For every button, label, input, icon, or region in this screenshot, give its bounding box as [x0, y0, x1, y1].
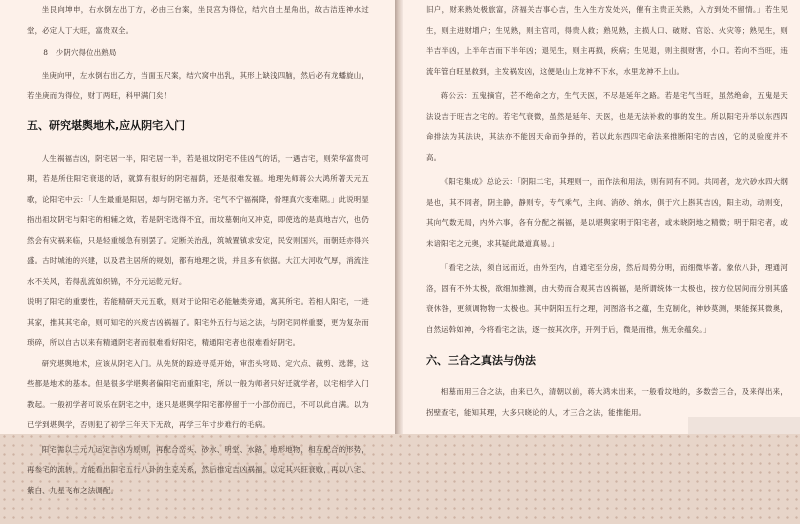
section-heading-six: 六、三合之真法与伪法 [426, 354, 536, 367]
left-paragraph: 坐艮向坤申，右水倒左出丁方，必由三台案，坐艮宫为得位，结穴自土星角出，故古洁连神水过堂，必定人丁大旺，富贵双全。 [27, 5, 369, 35]
right-paragraph: 「看宅之法，须自远而近，由外至内，自通宅至分房，然后局势分明，而细微毕著。象依八卦，理通河洛，固有不外太极，欲细加推测，由大势而合观其吉凶祸福，是所谓统体一太极也，按方位居间而分别其盛衰休咎，更须调物物一太极也。其中阴阳五行之理，河图洛书之蕴，生克制化，神妙莫测，果能探其微奥，自然运斡如神，今将看宅之法，逐一按其次序，开列于后，微是而推，焦无余蕴矣。」 [426, 263, 788, 334]
right-paragraph: 相墓而用三合之法，由来已久，清朝以前，蒋大鸿未出来，一般看坟地的，多数尝三合，及来得出来，拐壁查宅，能知其理，大多只晓论的人，才三合之法，能推能用。 [426, 387, 788, 417]
left-subheading: 8 少阴穴得位出熟局 [43, 48, 117, 57]
right-paragraph: 旧户，财来熟处极旅富，济福关吉事心吉，生入生方发处兴，催有主贵正关熟，入方到处不留情。」若生见生，则主进财增户；生见熟，则主官司，得贵人救；熟见熟，主损人口、破财、官讼、火灾等；熟见生，则半吉半凶，上半年吉而下半年凶；退见生，则主再损，疾病；生见退，则主损财害，小口。若向不当旺，违流年管白旺星救到，主发祸发凶，这便是山上龙神不下水，水里龙神不上山。 [426, 5, 788, 76]
left-page [0, 0, 395, 495]
left-paragraph: 研究堪舆地术，应该从阴宅入门。从先贤的踪迹寻觅开始，审峦头穹局、定穴点、裁剪、选葬，这些都是地术的基本。但是很多学堪舆者偏阳宅而重阳宅，所以一般为师者只好迁就学者，以宅相学入门教起。一般初学者可说乐在阴宅之中，迷只是堪舆学阳宅都停留于一小部份而已，不可以此自满。以为已学到堪舆学，否则犯了初学三年天下无敌，再学三年寸步难行的毛病。 [27, 358, 369, 429]
page-corner-band [688, 417, 800, 434]
right-paragraph: 《阳宅集成》总论云：「阴阳二宅，其理则一，而作法和用法，则有同有不同。共同者，龙穴砂水四大纲是也，其不同者，阴主静，静则专，专气乘气，主向、消砂、纳水，俱于穴上斟其吉凶，阳主动，动则变，其向气数无局，内外六事，各有分配之祸福，是以堪舆家明于阳宅者，或未晓阴地之精微；明于阳宅者，或未谙阳宅之元奥，求其疑此最道真易。」 [426, 177, 788, 248]
left-paragraph: 说明了阳宅的重要性，若能精研天元五歌，则对于论阳宅必能触类旁通，寓其所宅。若相人阳宅，一进其家，推其其宅命，则可知宅的兴废吉凶祸福了。阳宅外五行与运之法，与阴宅同样重要，更为复杂而琐碎，所以自古以来有精通阴宅者而很难看好阳宅，精通阳宅者也很难看好阴宅。 [27, 297, 369, 347]
right-paragraph: 蒋公云：五鬼摘官，芒不绝命之方，生气天医，不尽是延年之路。若是宅气当旺，虽然绝命，五鬼是天法设吉于旺吉之宅的。若宅气衰微，虽然是延年、天医，也是无法补救的事的发生。所以阳宅升举以东西四命排法为其法诀，其法亦不能因天命而争择的，若以此东西四宅命法来推断阳宅的吉凶，它的灵验度并不高。 [426, 91, 788, 162]
book-spine [395, 0, 403, 434]
left-paragraph: 人生祸福吉凶，阴宅居一半，阳宅居一半，若是祖坟阴宅不佳凶气的话，一遇吉宅，则荣华富贵可期，若是所住阳宅衰退的话，就算有很好的阴宅福荫，还是很难发福。地理先师蒋公大鸿所著天元五歌，论阳宅中云：「人生最重是阳居，却与阴宅福力齐。宅气不宁福祸降，骨埋真穴变难期。」此说明显指出祖坟阴宅与阳宅的相辅之效，若是阴宅选得不宜，而坟墓朝向又冲克，即使选的是真地吉穴，也仍然会有灾祸来临，只是轻重缓急有别罢了。定断关治乱，筑城置镇求安定，民安则国兴，而朝廷亦得兴盛。古时城池的兴建，以及君主居所的规划，都有地理之说，并且多有依据。大江大河收气厚，消流注水不关风，若得乱流如织锦，不分元运乾元好。 [27, 153, 369, 286]
left-paragraph: 阳宅需以三元九运定吉凶为原则，再配合峦头、砂水、明堂、水路，地形地物，相互配合的形势，再参宅的流转，方能看出阳宅五行八卦的生克关系，然后推定吉凶祸福，以定其兴旺衰败，再以八宅、紫白、九星飞布之法调配。 [27, 444, 369, 495]
left-paragraph: 坐庚向甲，左水倒右出乙方，当面玉尺案，结穴窝中出乳，其形上缺浅四脑，然后必有龙蟠旋山，若坐庚而为得位，财丁两旺，科甲满门矣！ [27, 70, 369, 100]
section-heading-five: 五、研究堪舆地术,应从阴宅入门 [27, 118, 186, 132]
right-page [403, 0, 800, 434]
